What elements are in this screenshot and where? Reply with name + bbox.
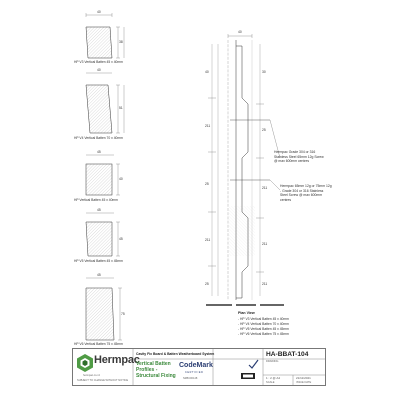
issue-date: 21/11/2021 [296,376,311,380]
plan-view-line-3: - HP V5 Vertical Batten 45 x 45mm [238,327,289,331]
elevation-dim-1: 40 [205,70,209,74]
codemark-label: CodeMark [179,362,213,369]
profile-1-dim-top: 40 [97,10,101,14]
profile-2-dim-side: 51 [119,106,123,110]
drawing-number: HA-BBAT-104 [266,351,309,358]
plan-view-title: Plan View [238,311,255,315]
elevation-dim-4: 211 [205,238,211,242]
brand-disclaimer: SUBJECT TO CHANGE WITHOUT NOTICE [77,379,129,382]
profile-hp [86,155,120,195]
hermpac-logo-icon [77,354,93,372]
fixing-note-1: Hermpac Grade 304 or 316 Stainless Steel 65mm 12g Screw @ max 600mm centres [274,150,324,164]
codemark-id: NZBC00148 [183,377,198,380]
drawing-title: Vertical Batten Profiles - Structural Fixing [136,361,176,379]
plan-view-sketch [206,304,284,306]
profile-v3 [86,13,124,58]
profile-5-caption: HP V6 Vertical Batten 75 x 45mm [74,342,123,346]
revision-label: DRAWING [266,360,279,363]
codemark-sub: CERTIFIED [185,371,204,374]
profile-3-caption: HP Vertical Batten 45 x 40mm [74,198,118,202]
plan-view-line-1: - HP V3 Vertical Batten 45 x 40mm [238,317,289,321]
elevation-dim-9: 25 [205,282,209,286]
elevation-dim-top: 40 [238,30,242,34]
profile-v5 [86,213,120,256]
profile-5-dim-top: 45 [97,273,101,277]
profile-v6 [86,278,122,340]
profile-2-dim-top: 40 [97,68,101,72]
section-elevation [208,34,280,300]
profile-v4 [86,73,124,133]
elevation-dim-10: 211 [262,282,268,286]
profile-4-caption: HP V5 Vertical Batten 45 x 45mm [74,259,123,263]
plan-view-line-2: - HP V4 Vertical Batten 70 x 40mm [238,322,289,326]
brand-website[interactable]: hermpac.co.nz [83,374,101,377]
elevation-dim-3: 25 [205,182,209,186]
profile-1-caption: HP V3 Vertical Batten 45 x 40mm [74,60,123,64]
elevation-dim-8: 211 [262,242,268,246]
profile-3-dim-top: 45 [97,150,101,154]
codemark-check-icon [249,360,258,368]
issue-date-label: ISSUE DATE [296,381,312,384]
elevation-dim-2: 211 [205,124,211,128]
scale-value: 1 : 2 @ A4 [266,376,281,380]
elevation-dim-6: 25 [262,128,266,132]
brand-name: Hermpac [94,354,140,366]
system-name: Cavity Fix Board & Batten Weatherboard System [136,352,215,356]
quality-mark-icon [241,373,255,379]
profile-5-dim-side: 75 [121,312,125,316]
title-block [72,348,326,386]
fixing-note-2: Hermpac 65mm 12g or 75mm 12g - Grade 304 or 316 Stainless Steel Screw @ max 600mm centres [280,184,332,202]
scale-label: SCALE [266,381,275,384]
elevation-dim-7: 211 [262,186,268,190]
profile-3-dim-side: 40 [119,177,123,181]
elevation-dim-5: 30 [262,70,266,74]
profile-4-dim-top: 45 [97,208,101,212]
profile-2-caption: HP V4 Vertical Batten 70 x 40mm [74,136,123,140]
profile-1-dim-side: 38 [119,40,123,44]
plan-view-line-4: - HP V6 Vertical Batten 75 x 45mm [238,332,289,336]
profile-4-dim-side: 45 [119,237,123,241]
